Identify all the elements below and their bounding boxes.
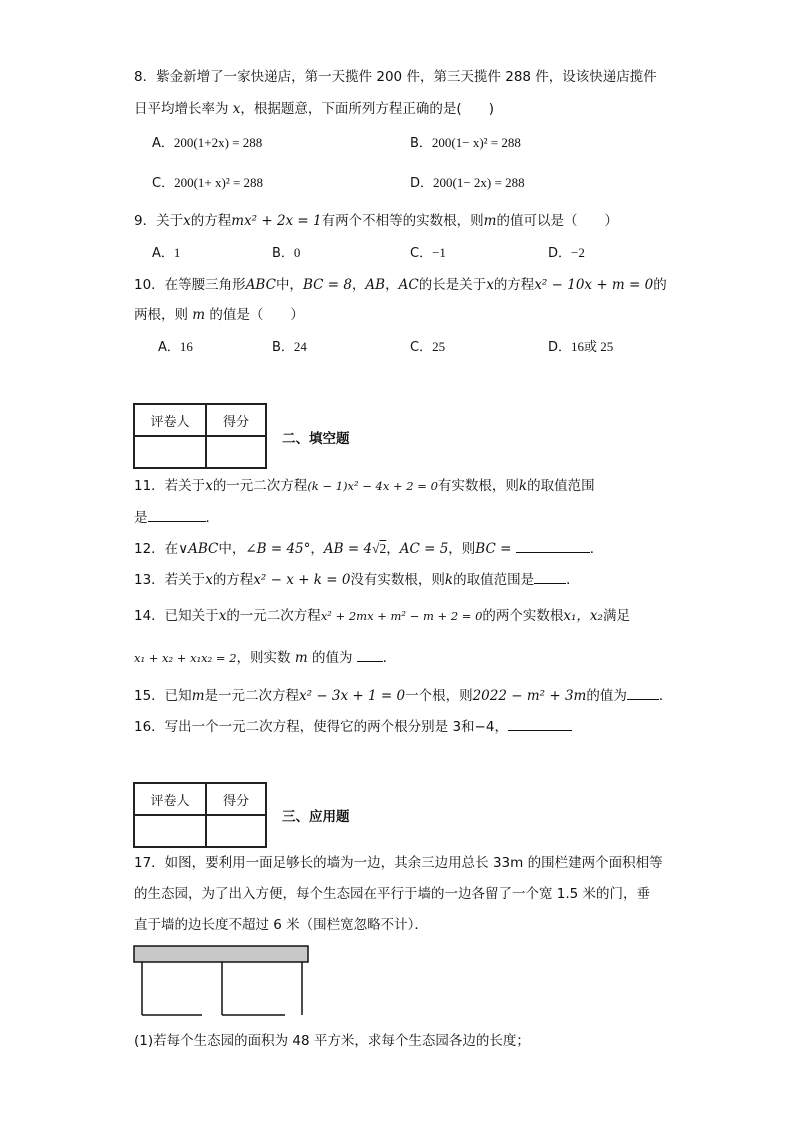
q10-option-b: B．24 [272,339,307,355]
q8-line2: 日平均增长率为 x，根据题意，下面所列方程正确的是( ) [134,101,494,117]
q17-sub1: (1)若每个生态园的面积为 48 平方米，求每个生态园各边的长度； [134,1033,530,1049]
q17-garden-figure [130,944,312,1020]
score-table-cell-grader[interactable] [134,436,206,468]
score-table-2-cell-grader[interactable] [134,815,206,847]
q14-answer-blank[interactable] [357,648,383,662]
q17-line2: 的生态园，为了出入方便，每个生态园在平行于墙的一边各留了一个宽 1.5 米的门，垂 [134,886,651,902]
q8-option-c: C．200(1+ x)² = 288 [152,175,264,191]
q11-answer-blank[interactable] [148,508,206,522]
q14-line2: x₁ + x₂ + x₁x₂ = 2，则实数 m 的值为 ． [134,650,397,666]
q10-option-d: D．16或 25 [548,339,614,355]
q10-line1: 10．在等腰三角形ABC中，BC = 8，AB，AC的长是关于x的方程x² − 10x + m = 0的 [134,277,667,293]
score-table-2-cell-score[interactable] [206,815,266,847]
score-table-header-grader: 评卷人 [134,404,206,436]
section-fill-in-title: 二、填空题 [282,431,350,447]
q8-option-a: A．200(1+2x) = 288 [152,135,263,151]
section-application-title: 三、应用题 [282,809,350,825]
q10-option-c: C．25 [410,339,446,355]
q13-answer-blank[interactable] [534,570,566,584]
q16-answer-blank[interactable] [508,717,572,731]
q13-line: 13．若关于x的方程x² − x + k = 0没有实数根，则k的取值范围是 ． [134,572,580,588]
q9-option-c: C．−1 [410,245,446,261]
q9-option-a: A．1 [152,245,181,261]
score-table-2-header-grader: 评卷人 [134,783,206,815]
q11-line2: 是 ． [134,510,219,526]
q14-line1: 14．已知关于x的一元二次方程x² + 2mx + m² − m + 2 = 0的两个实数根x₁，x₂满足 [134,608,630,624]
q17-line3: 直于墙的边长度不超过 6 米（围栏宽忽略不计）． [134,917,428,933]
q17-line1: 17．如图，要利用一面足够长的墙为一边，其余三边用总长 33m 的围栏建两个面积相等 [134,855,663,871]
q8-line1: 8．紫金新增了一家快递店，第一天揽件 200 件，第三天揽件 288 件，设该快递店揽件 [134,69,657,85]
q11-line1: 11．若关于x的一元二次方程(k − 1)x² − 4x + 2 = 0有实数根，则k的取值范围 [134,478,595,494]
score-table-2 [133,782,267,848]
score-table-2-header-score: 得分 [206,783,266,815]
score-table-cell-score[interactable] [206,436,266,468]
q15-line: 15．已知m是一元二次方程x² − 3x + 1 = 0一个根，则2022 − m² + 3m的值为 ． [134,688,673,704]
q16-line: 16．写出一个一元二次方程，使得它的两个根分别是 3和−4， [134,717,572,736]
score-table-1 [133,403,267,469]
q15-answer-blank[interactable] [627,686,659,700]
q10-line2: 两根，则 m 的值是（ ） [134,307,304,323]
q9-option-d: D．−2 [548,245,585,261]
q12-line: 12．在∨ABC中，∠B = 45°，AB = 4√2，AC = 5，则BC = ． [134,541,604,557]
q8-option-d: D．200(1− 2x) = 288 [410,175,525,191]
q9-option-b: B．0 [272,245,301,261]
q8-option-b: B．200(1− x)² = 288 [410,135,521,151]
wall-rect [134,946,308,962]
q12-answer-blank[interactable] [516,539,590,553]
q9-stem: 9．关于x的方程mx² + 2x = 1有两个不相等的实数根，则m的值可以是（ ） [134,213,618,229]
score-table-header-score: 得分 [206,404,266,436]
q10-option-a: A．16 [158,339,193,355]
